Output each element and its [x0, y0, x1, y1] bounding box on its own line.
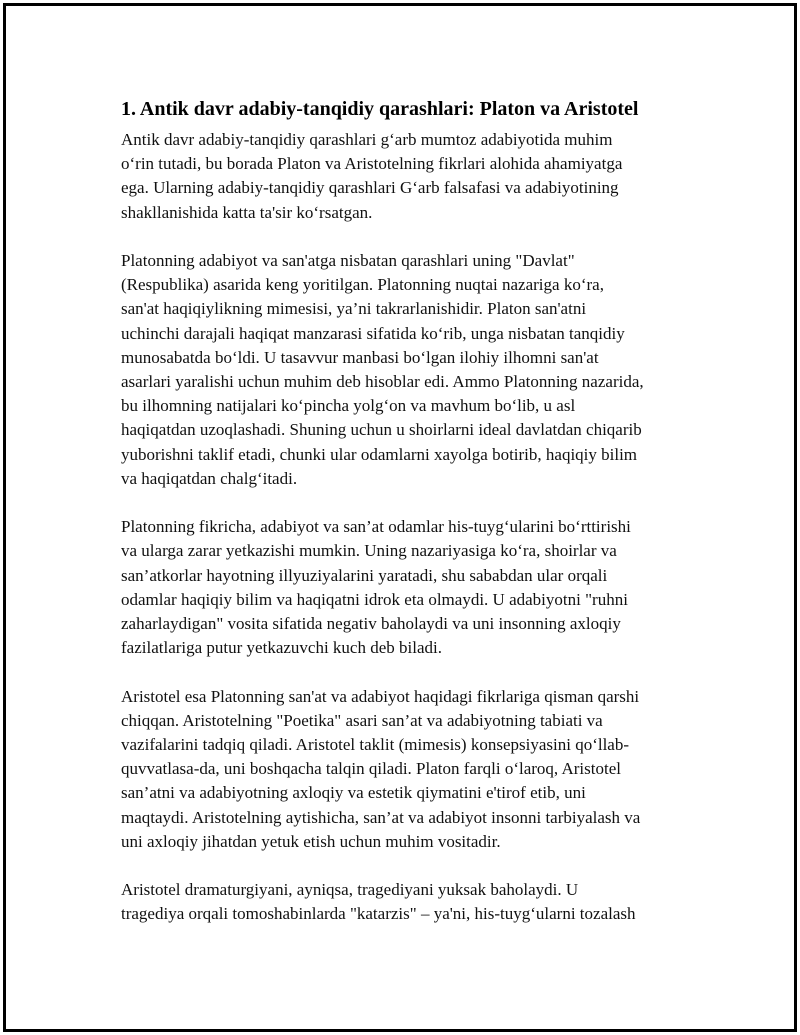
- paragraph-2: [121, 249, 711, 491]
- text-line: Aristotel esa Platonning san'at va adabiyot haqidagi fikrlariga qisman qarshi: [121, 686, 640, 706]
- text-line: Antik davr adabiy-tanqidiy qarashlari g‘arb mumtoz adabiyotida muhim: [121, 130, 613, 149]
- document-page: [3, 3, 797, 1032]
- text-line: (Respublika) asarida keng yoritilgan. Platonning nuqtai nazariga ko‘ra,: [121, 275, 604, 295]
- text-line: va ularga zarar yetkazishi mumkin. Uning nazariyasiga ko‘ra, shoirlar va: [121, 541, 617, 561]
- text-line: Platonning fikricha, adabiyot va san’at odamlar his-tuyg‘ularini bo‘rttirishi: [121, 517, 631, 537]
- text-line: uchinchi darajali haqiqat manzarasi sifatida ko‘rib, unga nisbatan tanqidiy: [121, 323, 625, 343]
- text-line: asarlari yaralishi uchun muhim deb hisoblar edi. Ammo Platonning nazarida,: [121, 372, 644, 392]
- text-line: chiqqan. Aristotelning "Poetika" asari san’at va adabiyotning tabiati va: [121, 710, 603, 730]
- text-line: maqtaydi. Aristotelning aytishicha, san’at va adabiyot insonni tarbiyalash va: [121, 807, 641, 827]
- text-line: munosabatda bo‘ldi. U tasavvur manbasi bo‘lgan ilohiy ilhomni san'at: [121, 347, 599, 367]
- text-line: san’atkorlar hayotning illyuziyalarini yaratadi, shu sababdan ular orqali: [121, 565, 608, 585]
- text-line: fazilatlariga putur yetkazuvchi kuch deb biladi.: [121, 638, 442, 658]
- text-line: haqiqatdan uzoqlashadi. Shuning uchun u shoirlarni ideal davlatdan chiqarib: [121, 420, 642, 440]
- document-content: [121, 96, 711, 951]
- text-line: quvvatlasa-da, uni boshqacha talqin qiladi. Platon farqli o‘laroq, Aristotel: [121, 759, 621, 779]
- text-line: tragediya orqali tomoshabinlarda "katarzis" – ya'ni, his-tuyg‘ularni tozalash: [121, 904, 636, 924]
- text-line: san’atni va adabiyotning axloqiy va estetik qiymatini e'tirof etib, uni: [121, 783, 586, 803]
- text-line: Aristotel dramaturgiyani, ayniqsa, tragediyani yuksak baholaydi. U: [121, 880, 579, 900]
- paragraph-3: [121, 515, 711, 660]
- text-line: san'at haqiqiylikning mimesisi, ya’ni takrarlanishidir. Platon san'atni: [121, 299, 587, 319]
- text-line: yuborishni taklif etadi, chunki ular odamlarni xayolga botirib, haqiqiy bilim: [121, 444, 638, 464]
- text-line: vazifalarini tadqiq qiladi. Aristotel taklit (mimesis) konsepsiyasini qo‘llab-: [121, 735, 630, 755]
- paragraph-1: [121, 128, 711, 225]
- text-line: shakllanishida katta ta'sir ko‘rsatgan.: [121, 202, 373, 222]
- text-line: uni axloqiy jihatdan yetuk etish uchun muhim vositadir.: [121, 831, 501, 851]
- text-line: bu ilhomning natijalari ko‘pincha yolg‘on va mavhum bo‘lib, u asl: [121, 396, 576, 416]
- text-line: va haqiqatdan chalg‘itadi.: [121, 468, 298, 488]
- text-line: o‘rin tutadi, bu borada Platon va Aristotelning fikrlari alohida ahamiyatga: [121, 154, 623, 174]
- text-line: Platonning adabiyot va san'atga nisbatan qarashlari uning "Davlat": [121, 251, 575, 270]
- document-title: 1. Antik davr adabiy-tanqidiy qarashlari: Platon va Aristotel: [121, 98, 639, 120]
- text-line: zaharlaydigan" vosita sifatida negativ baholaydi va uni insonning axloqiy: [121, 614, 621, 634]
- paragraph-5: [121, 878, 711, 926]
- text-line: odamlar haqiqiy bilim va haqiqatni idrok eta olmaydi. U adabiyotni "ruhni: [121, 589, 628, 609]
- text-line: ega. Ularning adabiy-tanqidiy qarashlari G‘arb falsafasi va adabiyotining: [121, 178, 619, 198]
- paragraph-4: [121, 685, 711, 854]
